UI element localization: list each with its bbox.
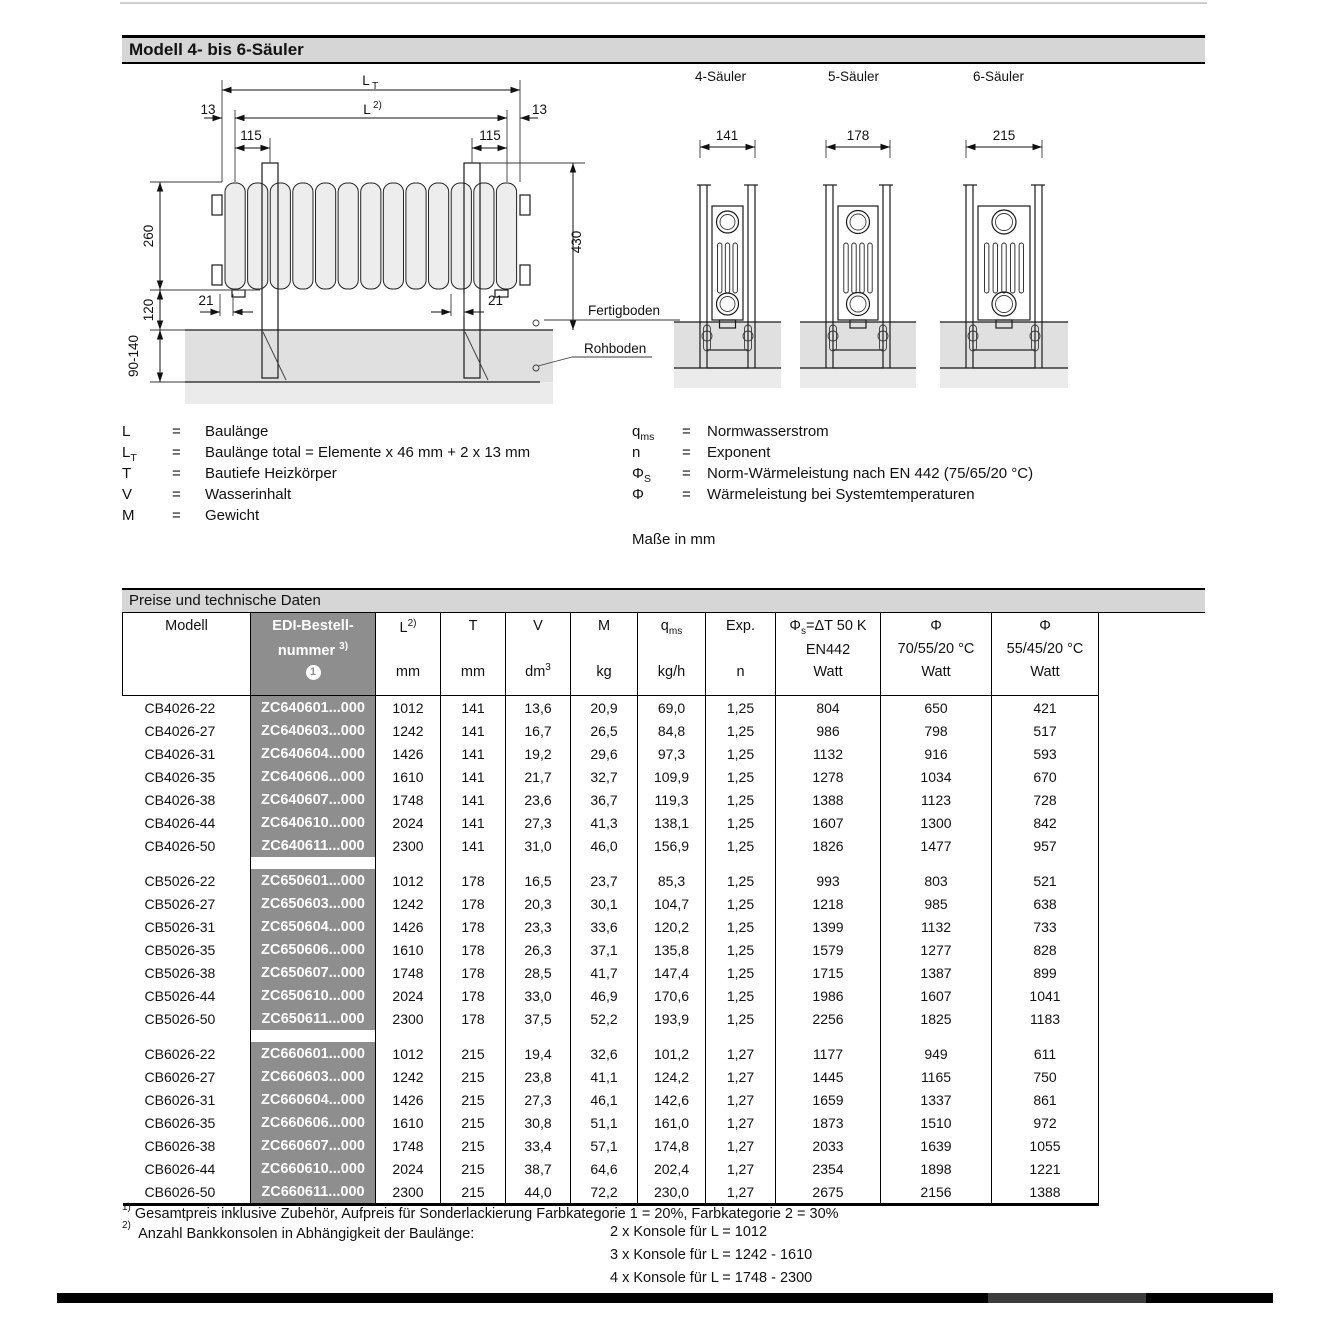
legend-symbol: V — [122, 486, 133, 503]
col-modell: Modell — [123, 613, 251, 696]
legend-row: Φ = Wärmeleistung bei Systemtemperaturen — [632, 486, 975, 503]
label-rohboden: Rohboden — [584, 341, 647, 356]
col-normwasserstrom: $q_{ms}$ kg/h — [638, 613, 706, 696]
konsole-item: 3 x Konsole für L = 1242 - 1610 — [610, 1247, 813, 1263]
dim-21-right: 21 — [488, 293, 504, 308]
side-view-dim: 215 — [992, 128, 1016, 143]
page-top-rule — [120, 2, 1207, 4]
col-edi-bestellnummer: EDI-Bestell- nummer $^{3)}$ 1 — [251, 613, 376, 696]
dim-120: 120 — [141, 298, 156, 322]
table-row: CB5026-27 ZC650603...000 1242 178 20,3 30,1 104,7 1,25 1218 985 638 — [123, 892, 1099, 915]
group-spacer-row — [123, 1030, 1099, 1042]
table-row: CB6026-31 ZC660604...000 1426 215 27,3 46,1 142,6 1,27 1659 1337 861 — [123, 1088, 1099, 1111]
footnote-2: $^{2)}$ Anzahl Bankkonsolen in Abhängigkeit der Baulänge: 2 x Konsole für L = 1012 3 x Konsole für L = 1242 - 1610 4 x Konsole für L = 1748 - 2300 — [122, 1224, 1132, 1293]
table-row: CB6026-27 ZC660603...000 1242 215 23,8 41,1 124,2 1,27 1445 1165 750 — [123, 1065, 1099, 1088]
dim-21-left: 21 — [198, 293, 214, 308]
group-spacer-row — [123, 857, 1099, 869]
table-row: CB4026-35 ZC640606...000 1610 141 21,7 32,7 109,9 1,25 1278 1034 670 — [123, 765, 1099, 788]
legend-definition: Baulänge total = Elemente x 46 mm + 2 x 13 mm — [205, 444, 531, 461]
side-view-label: 6-Säuler — [973, 69, 1025, 84]
table-row: CB4026-50 ZC640611...000 2300 141 31,0 46,0 156,9 1,25 1826 1477 957 — [123, 834, 1099, 857]
legend-definition: Wasserinhalt — [205, 486, 292, 503]
col-gewicht: M kg — [571, 613, 638, 696]
legend-row: $q_{ms}$ = Normwasserstrom — [632, 423, 829, 443]
legend-definition: Bautiefe Heizkörper — [205, 465, 337, 482]
footnotes — [122, 1202, 1132, 1293]
dim-lt-sub: T — [372, 81, 379, 92]
floor-slab — [185, 330, 553, 382]
table-row: CB5026-22 ZC650601...000 1012 178 16,5 23,7 85,3 1,25 993 803 521 — [123, 869, 1099, 892]
table-row: CB5026-35 ZC650606...000 1610 178 26,3 37,1 135,8 1,25 1579 1277 828 — [123, 938, 1099, 961]
table-row: CB6026-38 ZC660607...000 1748 215 33,4 57,1 174,8 1,27 2033 1639 1055 — [123, 1134, 1099, 1157]
col-leistung-70-55-20: Φ 70/55/20 °C Watt — [881, 613, 992, 696]
legend-symbol: $L_T$ — [122, 444, 137, 464]
legend-row: $L_T$ = Baulänge total = Elemente x 46 mm + 2 x 13 mm — [122, 444, 531, 464]
legend-symbol: $q_{ms}$ — [632, 423, 655, 443]
table-row: CB4026-22 ZC640601...000 1012 141 13,6 20,9 69,0 1,25 804 650 421 — [123, 696, 1099, 720]
dim-13-left: 13 — [200, 102, 216, 117]
dim-260: 260 — [141, 224, 156, 248]
section-title-bar — [122, 35, 1205, 64]
page-title: Modell 4- bis 6-Säuler — [129, 40, 304, 59]
legend-symbol: Φ — [632, 486, 644, 503]
side-view-4 — [674, 69, 781, 388]
side-view-6 — [940, 69, 1068, 388]
table-row: CB4026-44 ZC640610...000 2024 141 27,3 41,3 138,1 1,25 1607 1300 842 — [123, 811, 1099, 834]
legend-symbol: n — [632, 444, 641, 461]
floor-subslab — [185, 382, 553, 404]
dim-115-right: 115 — [479, 128, 501, 143]
legend-symbol: T — [122, 465, 132, 482]
legend-row: V = Wasserinhalt — [122, 486, 292, 503]
dim-115-left: 115 — [240, 128, 262, 143]
spec-table-section — [122, 588, 1205, 1206]
legend-definition: Baulänge — [205, 423, 269, 440]
legend-definition: Norm-Wärmeleistung nach EN 442 (75/65/20 °C) — [707, 465, 1034, 482]
table-section-title: Preise und technische Daten — [122, 588, 1205, 613]
table-row: CB6026-35 ZC660606...000 1610 215 30,8 51,1 161,0 1,27 1873 1510 972 — [123, 1111, 1099, 1134]
radiator-body — [225, 183, 517, 289]
legend-definition: Wärmeleistung bei Systemtemperaturen — [707, 486, 975, 503]
table-row: CB6026-22 ZC660601...000 1012 215 19,4 32,6 101,2 1,27 1177 949 611 — [123, 1042, 1099, 1065]
col-exponent: Exp. n — [706, 613, 776, 696]
legend-symbol: $\Phi_S$ — [632, 465, 651, 485]
table-row: CB5026-50 ZC650611...000 2300 178 37,5 52,2 193,9 1,25 2256 1825 1183 — [123, 1007, 1099, 1030]
side-view-5 — [800, 69, 916, 388]
konsole-item: 4 x Konsole für L = 1748 - 2300 — [610, 1270, 813, 1286]
col-norm-waermeleistung: $\Phi_s=\Delta T$ 50 K EN442 Watt — [776, 613, 881, 696]
side-view-label: 4-Säuler — [695, 69, 747, 84]
legend-symbol: M — [122, 507, 135, 524]
konsole-item: 2 x Konsole für L = 1012 — [610, 1224, 768, 1240]
legend-row: n = Exponent — [632, 444, 771, 461]
table-row: CB4026-38 ZC640607...000 1748 141 23,6 36,7 119,3 1,25 1388 1123 728 — [123, 788, 1099, 811]
legend-row: $\Phi_S$ = Norm-Wärmeleistung nach EN 442 (75/65/20 °C) — [632, 465, 1034, 485]
front-view — [126, 73, 680, 404]
dim-90-140: 90-140 — [126, 334, 141, 378]
legend-definition: Gewicht — [205, 507, 260, 524]
dim-l-sup: 2) — [373, 100, 382, 111]
legend-row: L = Baulänge — [122, 423, 269, 440]
legend-row: T = Bautiefe Heizkörper — [122, 465, 337, 482]
legend-symbol: L — [122, 423, 131, 440]
dim-13-right: 13 — [532, 102, 548, 117]
label-fertigboden: Fertigboden — [588, 303, 661, 318]
table-row: CB4026-27 ZC640603...000 1242 141 16,7 26,5 84,8 1,25 986 798 517 — [123, 719, 1099, 742]
dim-l: L — [363, 102, 371, 117]
bottom-bar-segment — [988, 1293, 1146, 1303]
table-row: CB4026-31 ZC640604...000 1426 141 19,2 29,6 97,3 1,25 1132 916 593 — [123, 742, 1099, 765]
dim-430: 430 — [569, 230, 584, 254]
spec-table — [122, 613, 1099, 1206]
dim-lt: L — [362, 73, 370, 88]
technical-drawing — [120, 66, 1210, 410]
footnote-1: 1) Gesamtpreis inklusive Zubehör, Aufpreis für Sonderlackierung Farbkategorie 1 = 20%, Farbkategorie 2 = 30% — [122, 1202, 839, 1222]
table-row: CB5026-44 ZC650610...000 2024 178 33,0 46,9 170,6 1,25 1986 1607 1041 — [123, 984, 1099, 1007]
table-body — [123, 696, 1099, 1205]
table-row: CB5026-31 ZC650604...000 1426 178 23,3 33,6 120,2 1,25 1399 1132 733 — [123, 915, 1099, 938]
table-row: CB6026-50 ZC660611...000 2300 215 44,0 72,2 230,0 1,27 2675 2156 1388 — [123, 1180, 1099, 1205]
col-bautiefe: T mm — [441, 613, 506, 696]
table-row: CB6026-44 ZC660610...000 2024 215 38,7 64,6 202,4 1,27 2354 1898 1221 — [123, 1157, 1099, 1180]
legend-row: M = Gewicht — [122, 507, 260, 524]
konsole-list — [610, 1224, 812, 1293]
legend-left — [122, 423, 530, 528]
table-row: CB5026-38 ZC650607...000 1748 178 28,5 41,7 147,4 1,25 1715 1387 899 — [123, 961, 1099, 984]
col-baulaenge: $L^{2)}$ mm — [376, 613, 441, 696]
side-view-dim: 141 — [715, 128, 739, 143]
footnote-1-badge: 1 — [306, 665, 321, 680]
side-view-label: 5-Säuler — [828, 69, 880, 84]
page-bottom-bar — [57, 1293, 1273, 1303]
legend-definition: Normwasserstrom — [707, 423, 829, 440]
legend-right — [632, 423, 1033, 507]
legend-definition: Exponent — [707, 444, 771, 461]
col-leistung-55-45-20: Φ 55/45/20 °C Watt — [992, 613, 1099, 696]
col-wasserinhalt: V $dm^3$ — [506, 613, 571, 696]
side-view-dim: 178 — [846, 128, 870, 143]
units-note: Maße in mm — [632, 531, 716, 548]
table-header-row — [123, 613, 1099, 696]
